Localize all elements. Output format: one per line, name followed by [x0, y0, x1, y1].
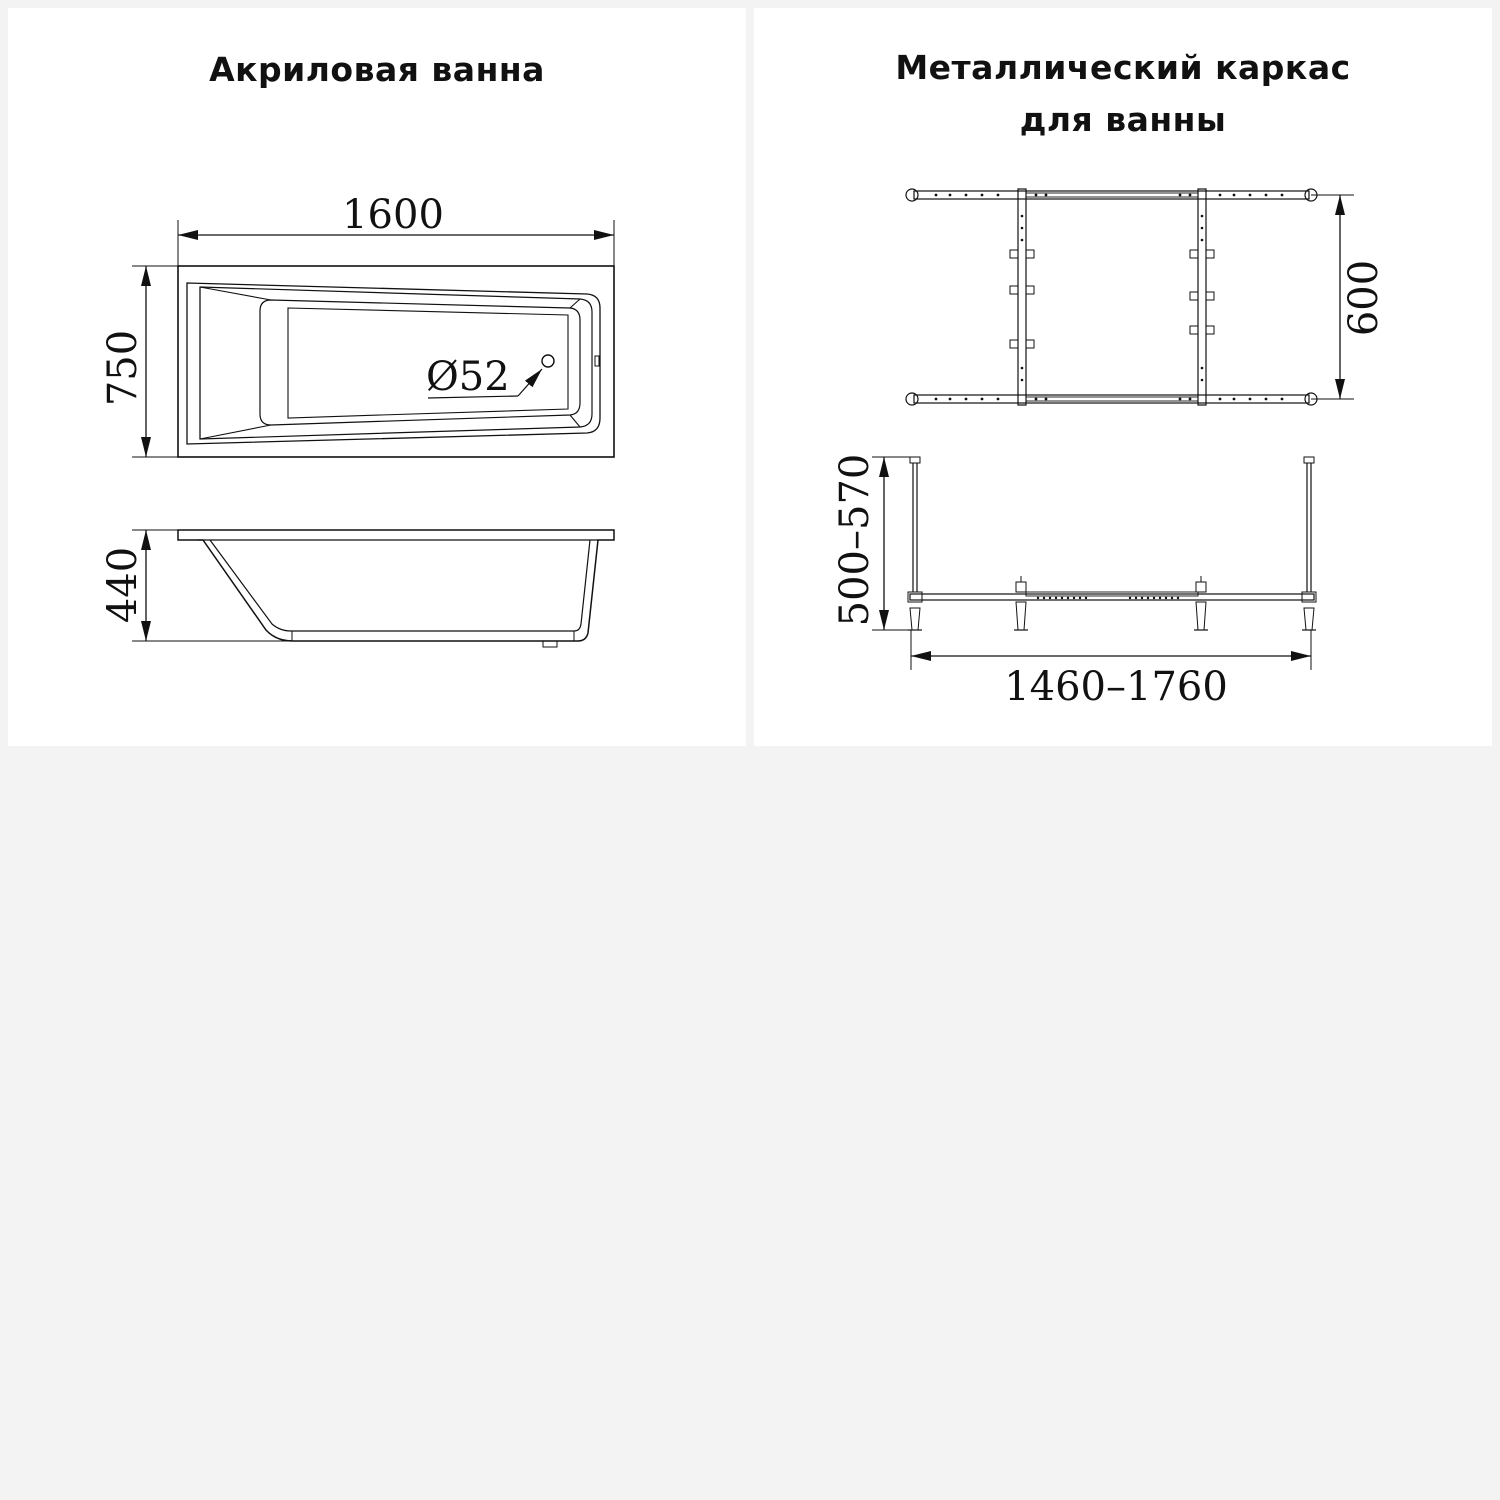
- bathtub-width-dimension: [100, 266, 178, 457]
- frame-width-label: 600: [1341, 259, 1387, 337]
- bathtub-length-dimension: [178, 192, 614, 266]
- frame-length-label: 1460–1760: [1004, 664, 1228, 710]
- bathtub-title: Акриловая ванна: [209, 50, 545, 89]
- bathtub-length-label: 1600: [342, 192, 444, 238]
- frame-length-dimension: [911, 630, 1311, 710]
- leg-height-dimension: [832, 454, 910, 630]
- bathtub-width-label: 750: [100, 329, 146, 407]
- side-rail-holes: [1037, 597, 1179, 599]
- frame-brackets: [1010, 250, 1214, 348]
- bathtub-side-view: [178, 530, 614, 647]
- frame-top-view: [906, 189, 1317, 405]
- frame-side-view: [908, 457, 1316, 630]
- frame-width-dimension: [1311, 195, 1387, 399]
- bathtub-panel: [8, 8, 746, 746]
- frame-drawing: [754, 8, 1492, 746]
- bathtub-top-view: [178, 266, 614, 457]
- bathtub-drawing: [8, 8, 746, 746]
- frame-title-line2: для ванны: [1019, 100, 1227, 139]
- drain-hole-icon: [542, 355, 554, 367]
- bathtub-height-label: 440: [100, 546, 146, 624]
- bathtub-height-dimension: [100, 530, 293, 641]
- rail-holes: [935, 194, 1284, 401]
- frame-panel: [754, 8, 1492, 746]
- frame-title-line1: Металлический каркас: [895, 48, 1351, 87]
- drain-diameter-label: Ø52: [426, 354, 510, 400]
- leg-height-label: 500–570: [832, 453, 878, 627]
